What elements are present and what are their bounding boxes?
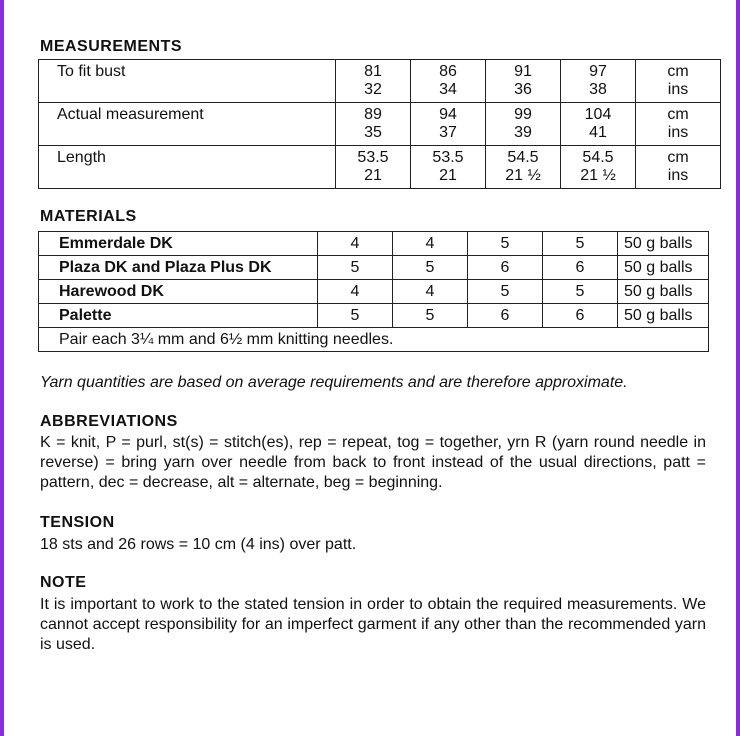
yarn-quantity-note: Yarn quantities are based on average requirements and are therefore approximate.: [40, 374, 628, 391]
abbreviations-heading: ABBREVIATIONS: [40, 413, 178, 430]
measurements-heading: MEASUREMENTS: [40, 38, 183, 55]
note-text: It is important to work to the stated tension in order to obtain the required measurements. We cannot accept responsibility for an imperfect garment if any other than the recommended yarn is used.: [40, 596, 706, 653]
yarn-name: Harewood DK: [39, 280, 318, 304]
unit-cell: cm ins: [636, 60, 721, 103]
tension-text: 18 sts and 26 rows = 10 cm (4 ins) over patt.: [40, 536, 357, 553]
quantity-cell: 6: [543, 256, 618, 280]
unit-cell: cm ins: [636, 146, 721, 189]
table-row: [39, 256, 709, 280]
size-cell: 104 41: [561, 103, 636, 146]
size-cell: 53.5 21: [411, 146, 486, 189]
row-label: Actual measurement: [39, 103, 336, 146]
size-cell: 94 37: [411, 103, 486, 146]
size-cell: 53.5 21: [336, 146, 411, 189]
quantity-cell: 5: [393, 304, 468, 328]
yarn-name: Emmerdale DK: [39, 232, 318, 256]
abbreviations-text: K = knit, P = purl, st(s) = stitch(es), rep = repeat, tog = together, yrn R (yarn round needle in reverse) = bring yarn over needle from back to front instead of the usual directions, patt = pattern, dec = decrease, alt = alternate, beg = beginning.: [40, 434, 706, 491]
yarn-name: Palette: [39, 304, 318, 328]
quantity-cell: 4: [393, 280, 468, 304]
table-row: [39, 103, 721, 146]
materials-heading: MATERIALS: [40, 208, 137, 225]
size-cell: 86 34: [411, 60, 486, 103]
table-row: [39, 280, 709, 304]
right-border: [736, 0, 740, 736]
materials-table: [38, 231, 709, 352]
unit-cell: 50 g balls: [618, 232, 709, 256]
unit-cell: 50 g balls: [618, 280, 709, 304]
size-cell: 81 32: [336, 60, 411, 103]
quantity-cell: 5: [318, 256, 393, 280]
unit-cell: 50 g balls: [618, 256, 709, 280]
note-heading: NOTE: [40, 574, 87, 591]
quantity-cell: 4: [318, 232, 393, 256]
quantity-cell: 6: [468, 304, 543, 328]
measurements-table: [38, 59, 721, 189]
row-label: Length: [39, 146, 336, 189]
quantity-cell: 5: [318, 304, 393, 328]
size-cell: 91 36: [486, 60, 561, 103]
size-cell: 97 38: [561, 60, 636, 103]
quantity-cell: 4: [393, 232, 468, 256]
yarn-name: Plaza DK and Plaza Plus DK: [39, 256, 318, 280]
quantity-cell: 5: [543, 280, 618, 304]
quantity-cell: 4: [318, 280, 393, 304]
unit-cell: cm ins: [636, 103, 721, 146]
left-border: [0, 0, 4, 736]
table-row: [39, 328, 709, 352]
size-cell: 99 39: [486, 103, 561, 146]
row-label: To fit bust: [39, 60, 336, 103]
size-cell: 89 35: [336, 103, 411, 146]
quantity-cell: 5: [468, 280, 543, 304]
size-cell: 54.5 21 ½: [486, 146, 561, 189]
unit-cell: 50 g balls: [618, 304, 709, 328]
table-row: [39, 146, 721, 189]
size-cell: 54.5 21 ½: [561, 146, 636, 189]
quantity-cell: 5: [468, 232, 543, 256]
needles-note: Pair each 3¼ mm and 6½ mm knitting needles.: [39, 328, 709, 352]
quantity-cell: 6: [468, 256, 543, 280]
table-row: [39, 304, 709, 328]
table-row: [39, 232, 709, 256]
tension-heading: TENSION: [40, 514, 115, 531]
quantity-cell: 6: [543, 304, 618, 328]
table-row: [39, 60, 721, 103]
quantity-cell: 5: [393, 256, 468, 280]
quantity-cell: 5: [543, 232, 618, 256]
